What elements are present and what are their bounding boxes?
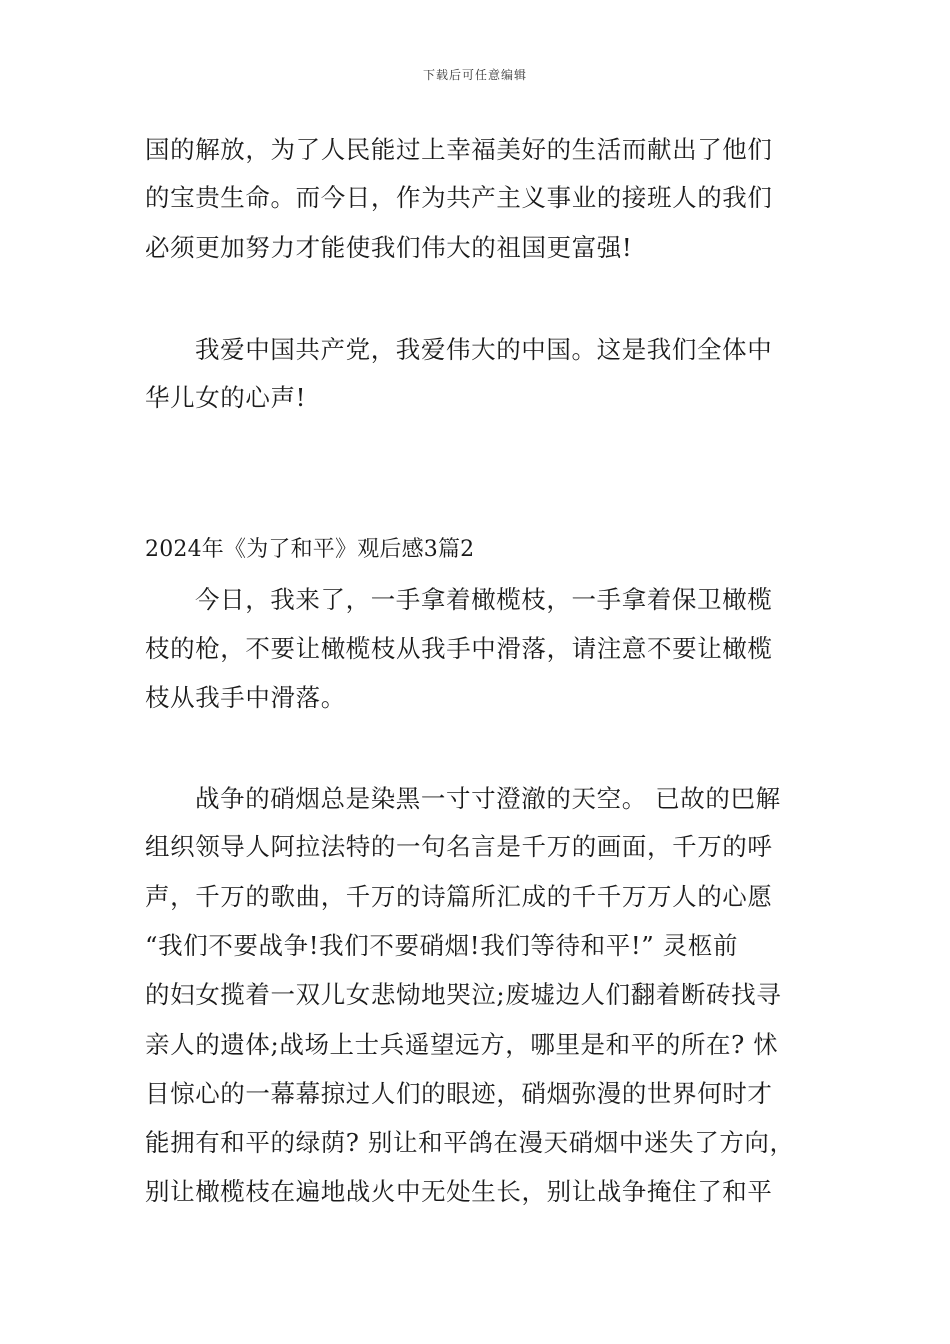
text-line: 我爱中国共产党，我爱伟大的中国。这是我们全体中 <box>195 335 773 364</box>
text-line: 声，千万的歌曲，千万的诗篇所汇成的千千万万人的心愿 <box>145 882 773 911</box>
text-line: 今日，我来了，一手拿着橄榄枝，一手拿着保卫橄榄 <box>195 585 773 614</box>
text-line: 亲人的遗体;战场上士兵遥望远方，哪里是和平的所在? 怵 <box>145 1030 779 1059</box>
text-line: 别让橄榄枝在遍地战火中无处生长，别让战争掩住了和平 <box>145 1177 773 1206</box>
text-line: “我们不要战争!我们不要硝烟!我们等待和平!” 灵柩前 <box>145 931 739 960</box>
text-line: 必须更加努力才能使我们伟大的祖国更富强! <box>145 233 633 262</box>
text-line: 战争的硝烟总是染黑一寸寸澄澈的天空。 已故的巴解 <box>195 784 781 813</box>
section-heading: 2024年《为了和平》观后感3篇2 <box>145 537 475 562</box>
text-line: 枝的枪，不要让橄榄枝从我手中滑落，请注意不要让橄榄 <box>145 634 773 663</box>
text-line: 枝从我手中滑落。 <box>145 683 346 712</box>
page-header: 下载后可任意编辑 <box>422 68 527 82</box>
text-line: 的宝贵生命。而今日，作为共产主义事业的接班人的我们 <box>145 183 773 212</box>
text-line: 的妇女揽着一双儿女悲恸地哭泣;废墟边人们翻着断砖找寻 <box>145 980 782 1009</box>
text-line: 组织领导人阿拉法特的一句名言是千万的画面，千万的呼 <box>145 832 773 861</box>
text-line: 目惊心的一幕幕掠过人们的眼迹，硝烟弥漫的世界何时才 <box>145 1079 773 1108</box>
text-line: 国的解放，为了人民能过上幸福美好的生活而献出了他们 <box>145 135 773 164</box>
text-line: 能拥有和平的绿荫? 别让和平鸽在漫天硝烟中迷失了方向， <box>145 1128 795 1157</box>
text-line: 华儿女的心声! <box>145 383 307 412</box>
